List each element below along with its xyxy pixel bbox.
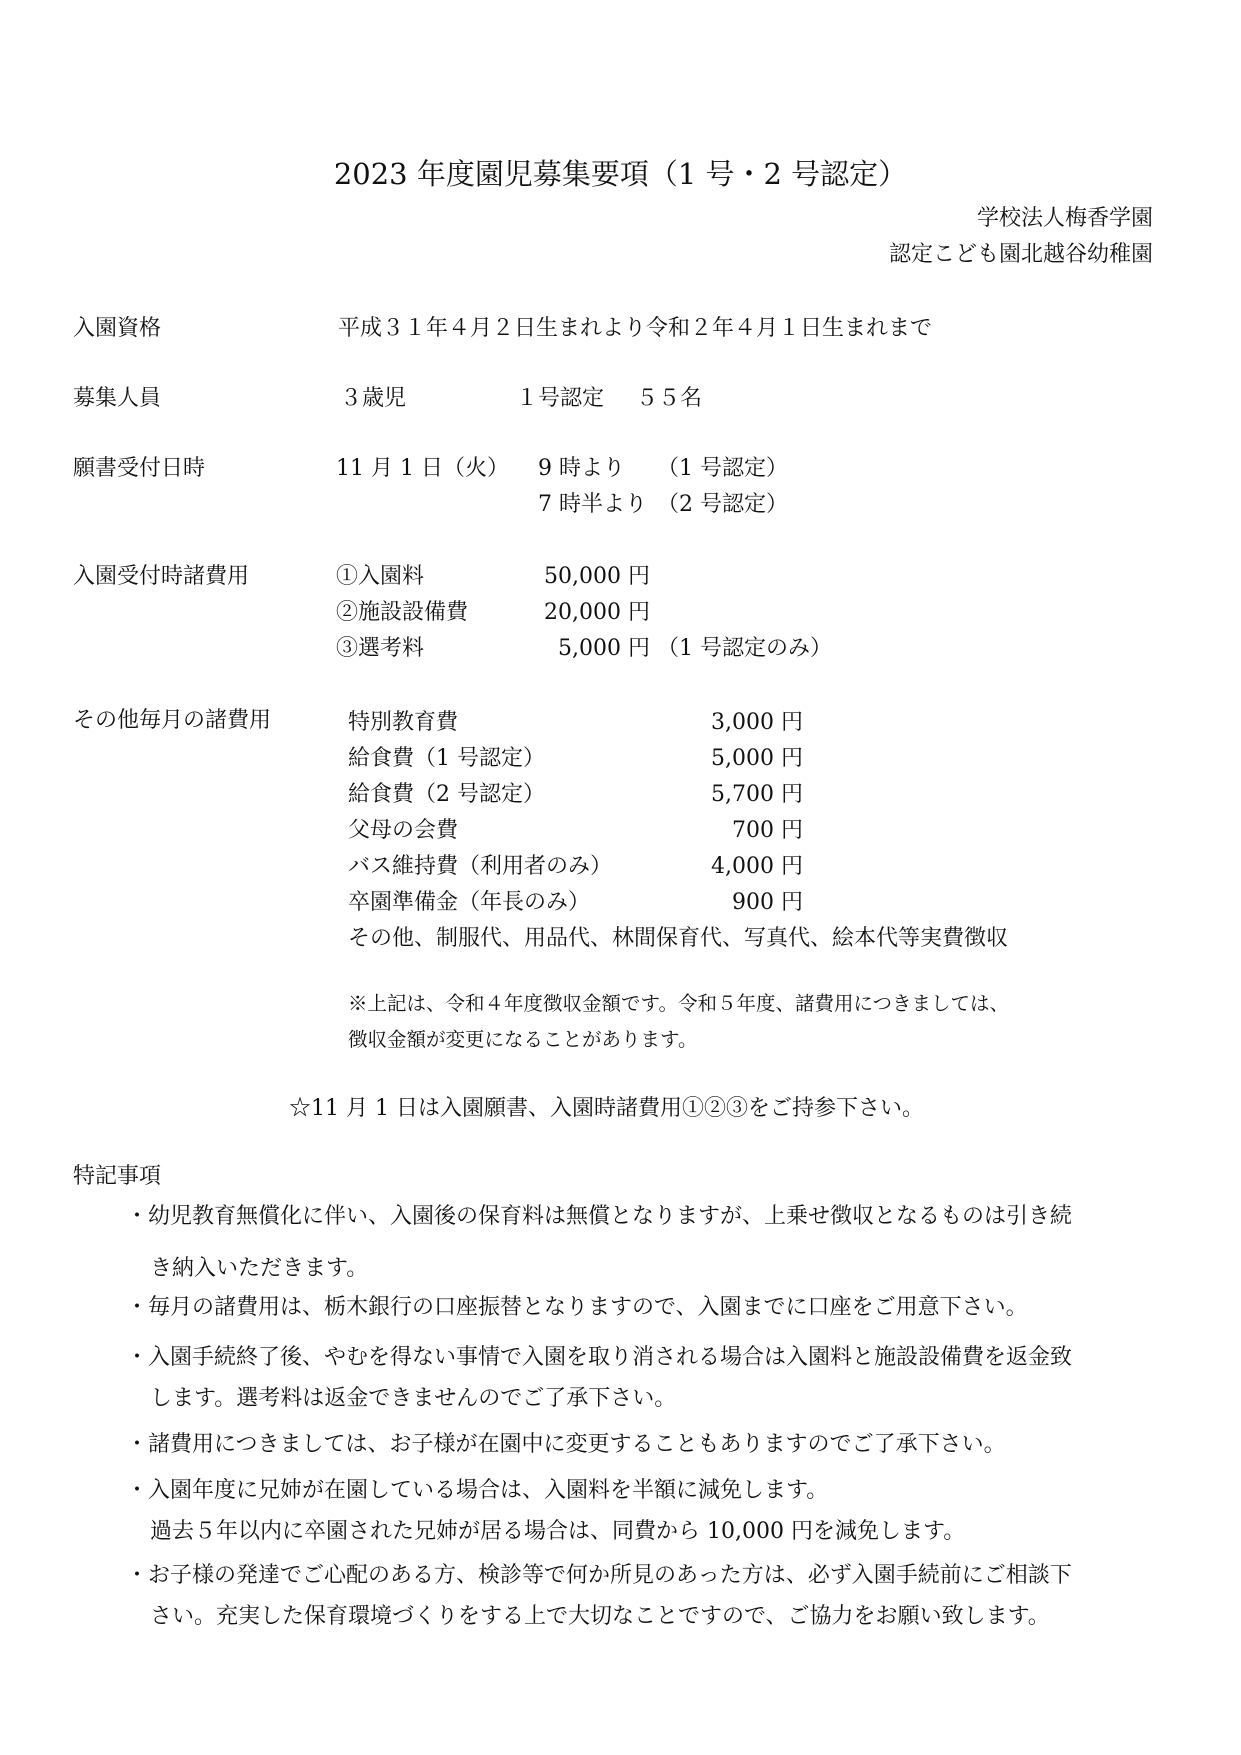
special-line: き納入いただきます。 xyxy=(150,1256,369,1281)
fee-item-name: ②施設設備費 xyxy=(336,600,469,625)
monthly-fee-amount: 700 円 xyxy=(732,818,803,843)
monthly-fees-label: その他毎月の諸費用 xyxy=(73,708,272,733)
monthly-fee-other: その他、制服代、用品代、林間保育代、写真代、絵本代等実費徴収 xyxy=(348,926,1009,951)
entry-fees-label: 入園受付時諸費用 xyxy=(73,564,250,589)
monthly-fee-name: 給食費（1 号認定） xyxy=(348,746,545,771)
special-line: ・入園年度に兄姉が在園している場合は、入園料を半額に減免します。 xyxy=(126,1478,829,1503)
application-label: 願書受付日時 xyxy=(73,456,206,481)
recruitment-type: １号認定 xyxy=(516,386,605,411)
monthly-fee-name: 父母の会費 xyxy=(348,818,459,843)
fee-item-amount: 20,000 円 xyxy=(544,600,650,625)
monthly-fee-note: 徴収金額が変更になることがあります。 xyxy=(348,1028,698,1051)
application-time: 9 時より xyxy=(538,456,625,481)
special-heading: 特記事項 xyxy=(73,1164,162,1189)
monthly-fee-name: 給食費（2 号認定） xyxy=(348,782,545,807)
special-line: ・毎月の諸費用は、栃木銀行の口座振替となりますので、入園までに口座をご用意下さい。 xyxy=(126,1295,1028,1320)
application-time: 7 時半より xyxy=(538,492,647,517)
recruitment-count: ５５名 xyxy=(636,386,703,411)
special-line: ・諸費用につきましては、お子様が在園中に変更することもありますのでご了承下さい。 xyxy=(126,1432,1006,1457)
monthly-fee-name: バス維持費（利用者のみ） xyxy=(348,854,613,879)
monthly-fee-name: 特別教育費 xyxy=(348,710,459,735)
fee-item-amount: 5,000 円 xyxy=(558,636,650,661)
document-title: 2023 年度園児募集要項（1 号・2 号認定） xyxy=(333,157,908,191)
issuer-corporation: 学校法人梅香学園 xyxy=(976,206,1153,231)
recruitment-age: ３歳児 xyxy=(340,386,407,411)
monthly-fee-amount: 3,000 円 xyxy=(711,710,803,735)
special-line: します。選考料は返金できませんのでご了承下さい。 xyxy=(150,1386,677,1411)
fee-item-note: （1 号認定のみ） xyxy=(657,636,832,661)
monthly-fee-amount: 4,000 円 xyxy=(711,854,803,879)
special-line: ・幼児教育無償化に伴い、入園後の保育料は無償となりますが、上乗せ徴収となるものは引き続 xyxy=(126,1204,1073,1229)
application-date: 11 月 1 日（火） xyxy=(336,456,509,481)
special-line: 過去５年以内に卒園された兄姉が居る場合は、同費から 10,000 円を減免します。 xyxy=(150,1519,966,1544)
fee-item-name: ①入園料 xyxy=(336,564,425,589)
monthly-fee-name: 卒園準備金（年長のみ） xyxy=(348,890,591,915)
special-line: さい。充実した保育環境づくりをする上で大切なことですので、ご協力をお願い致します。 xyxy=(150,1604,1050,1629)
qualification-value: 平成３１年４月２日生まれより令和２年４月１日生まれまで xyxy=(338,316,933,341)
monthly-fee-note: ※上記は、令和４年度徴収金額です。令和５年度、諸費用につきましては、 xyxy=(348,992,1010,1015)
application-time-note: （1 号認定） xyxy=(657,456,788,481)
issuer-school: 認定こども園北越谷幼稚園 xyxy=(888,242,1153,267)
special-line: ・入園手続終了後、やむを得ない事情で入園を取り消される場合は入園料と施設設備費を返金致 xyxy=(126,1345,1073,1370)
qualification-label: 入園資格 xyxy=(73,316,162,341)
fee-item-amount: 50,000 円 xyxy=(544,564,650,589)
monthly-fee-amount: 5,700 円 xyxy=(711,782,803,807)
monthly-fee-amount: 5,000 円 xyxy=(711,746,803,771)
application-time-note: （2 号認定） xyxy=(657,492,788,517)
fee-item-name: ③選考料 xyxy=(336,636,425,661)
special-line: ・お子様の発達でご心配のある方、検診等で何か所見のあった方は、必ず入園手続前にご相談下 xyxy=(126,1563,1072,1588)
reminder-text: ☆11 月 1 日は入園願書、入園時諸費用①②③をご持参下さい。 xyxy=(289,1096,924,1121)
recruitment-label: 募集人員 xyxy=(73,386,162,411)
monthly-fee-amount: 900 円 xyxy=(732,890,803,915)
